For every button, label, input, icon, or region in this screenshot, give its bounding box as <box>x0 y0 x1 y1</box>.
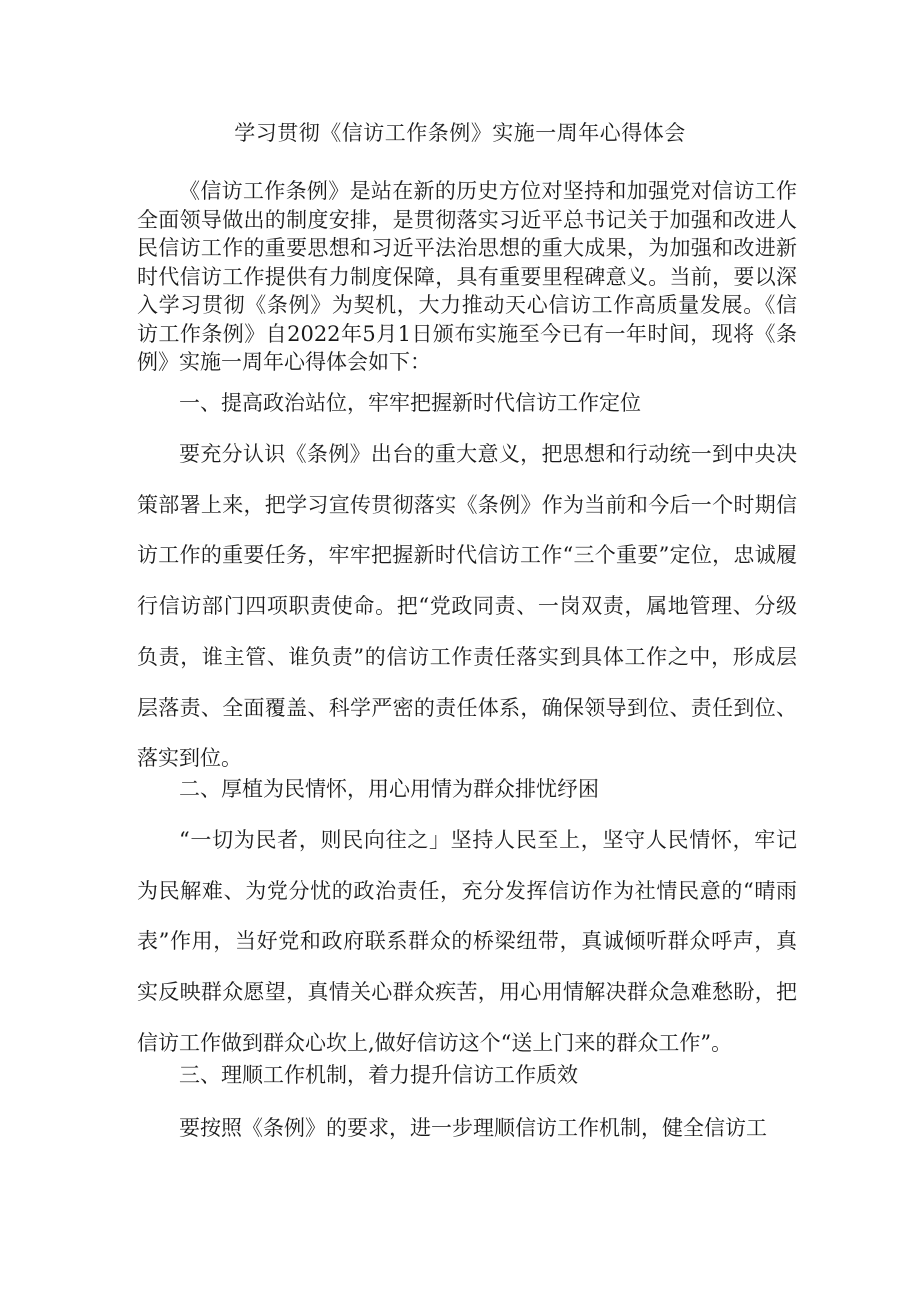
intro-paragraph: 《信访工作条例》是站在新的历史方位对坚持和加强党对信访工作全面领导做出的制度安排，是贯彻落实习近平总书记关于加强和改进人民信访工作的重要思想和习近平法治思想的重大成果，为加强和改进新时代信访工作提供有力制度保障，具有重要里程碑意义。当前，要以深入学习贯彻《条例》为契机，大力推动天心信访工作高质量发展。《信访工作条例》自2022年5月1日颁布实施至今已有一年时间，现将《条例》实施一周年心得体会如下： <box>137 179 797 374</box>
section-3-heading: 三、理顺工作机制，着力提升信访工作质效 <box>179 1063 578 1087</box>
section-2-heading: 二、厚植为民情怀，用心用情为群众排忧纾困 <box>179 777 599 801</box>
section-3-paragraph: 要按照《条例》的要求，进一步理顺信访工作机制，健全信访工 <box>179 1116 767 1140</box>
section-1-paragraph: 要充分认识《条例》出台的重大意义，把思想和行动统一到中央决策部署上来，把学习宣传贯彻落实《条例》作为当前和今后一个时期信访工作的重要任务，牢牢把握新时代信访工作“三个重要”定位，忠诚履行信访部门四项职责使命。把“党政同责、一岗双责，属地管理、分级负责，谁主管、谁负责”的信访工作责任落实到具体工作之中，形成层层落责、全面覆盖、科学严密的责任体系，确保领导到位、责任到位、落实到位。 <box>137 442 797 771</box>
section-2-paragraph: “一切为民者，则民向往之」坚持人民至上，坚守人民情怀，牢记为民解难、为党分忧的政治责任，充分发挥信访作为社情民意的“晴雨表”作用，当好党和政府联系群众的桥梁纽带，真诚倾听群众呼声，真实反映群众愿望，真情关心群众疾苦，用心用情解决群众急难愁盼，把信访工作做到群众心坎上,做好信访这个“送上门来的群众工作”。 <box>137 828 797 1055</box>
section-1-heading: 一、提高政治站位，牢牢把握新时代信访工作定位 <box>179 391 641 415</box>
document-title: 学习贯彻《信访工作条例》实施一周年心得体会 <box>234 121 686 145</box>
